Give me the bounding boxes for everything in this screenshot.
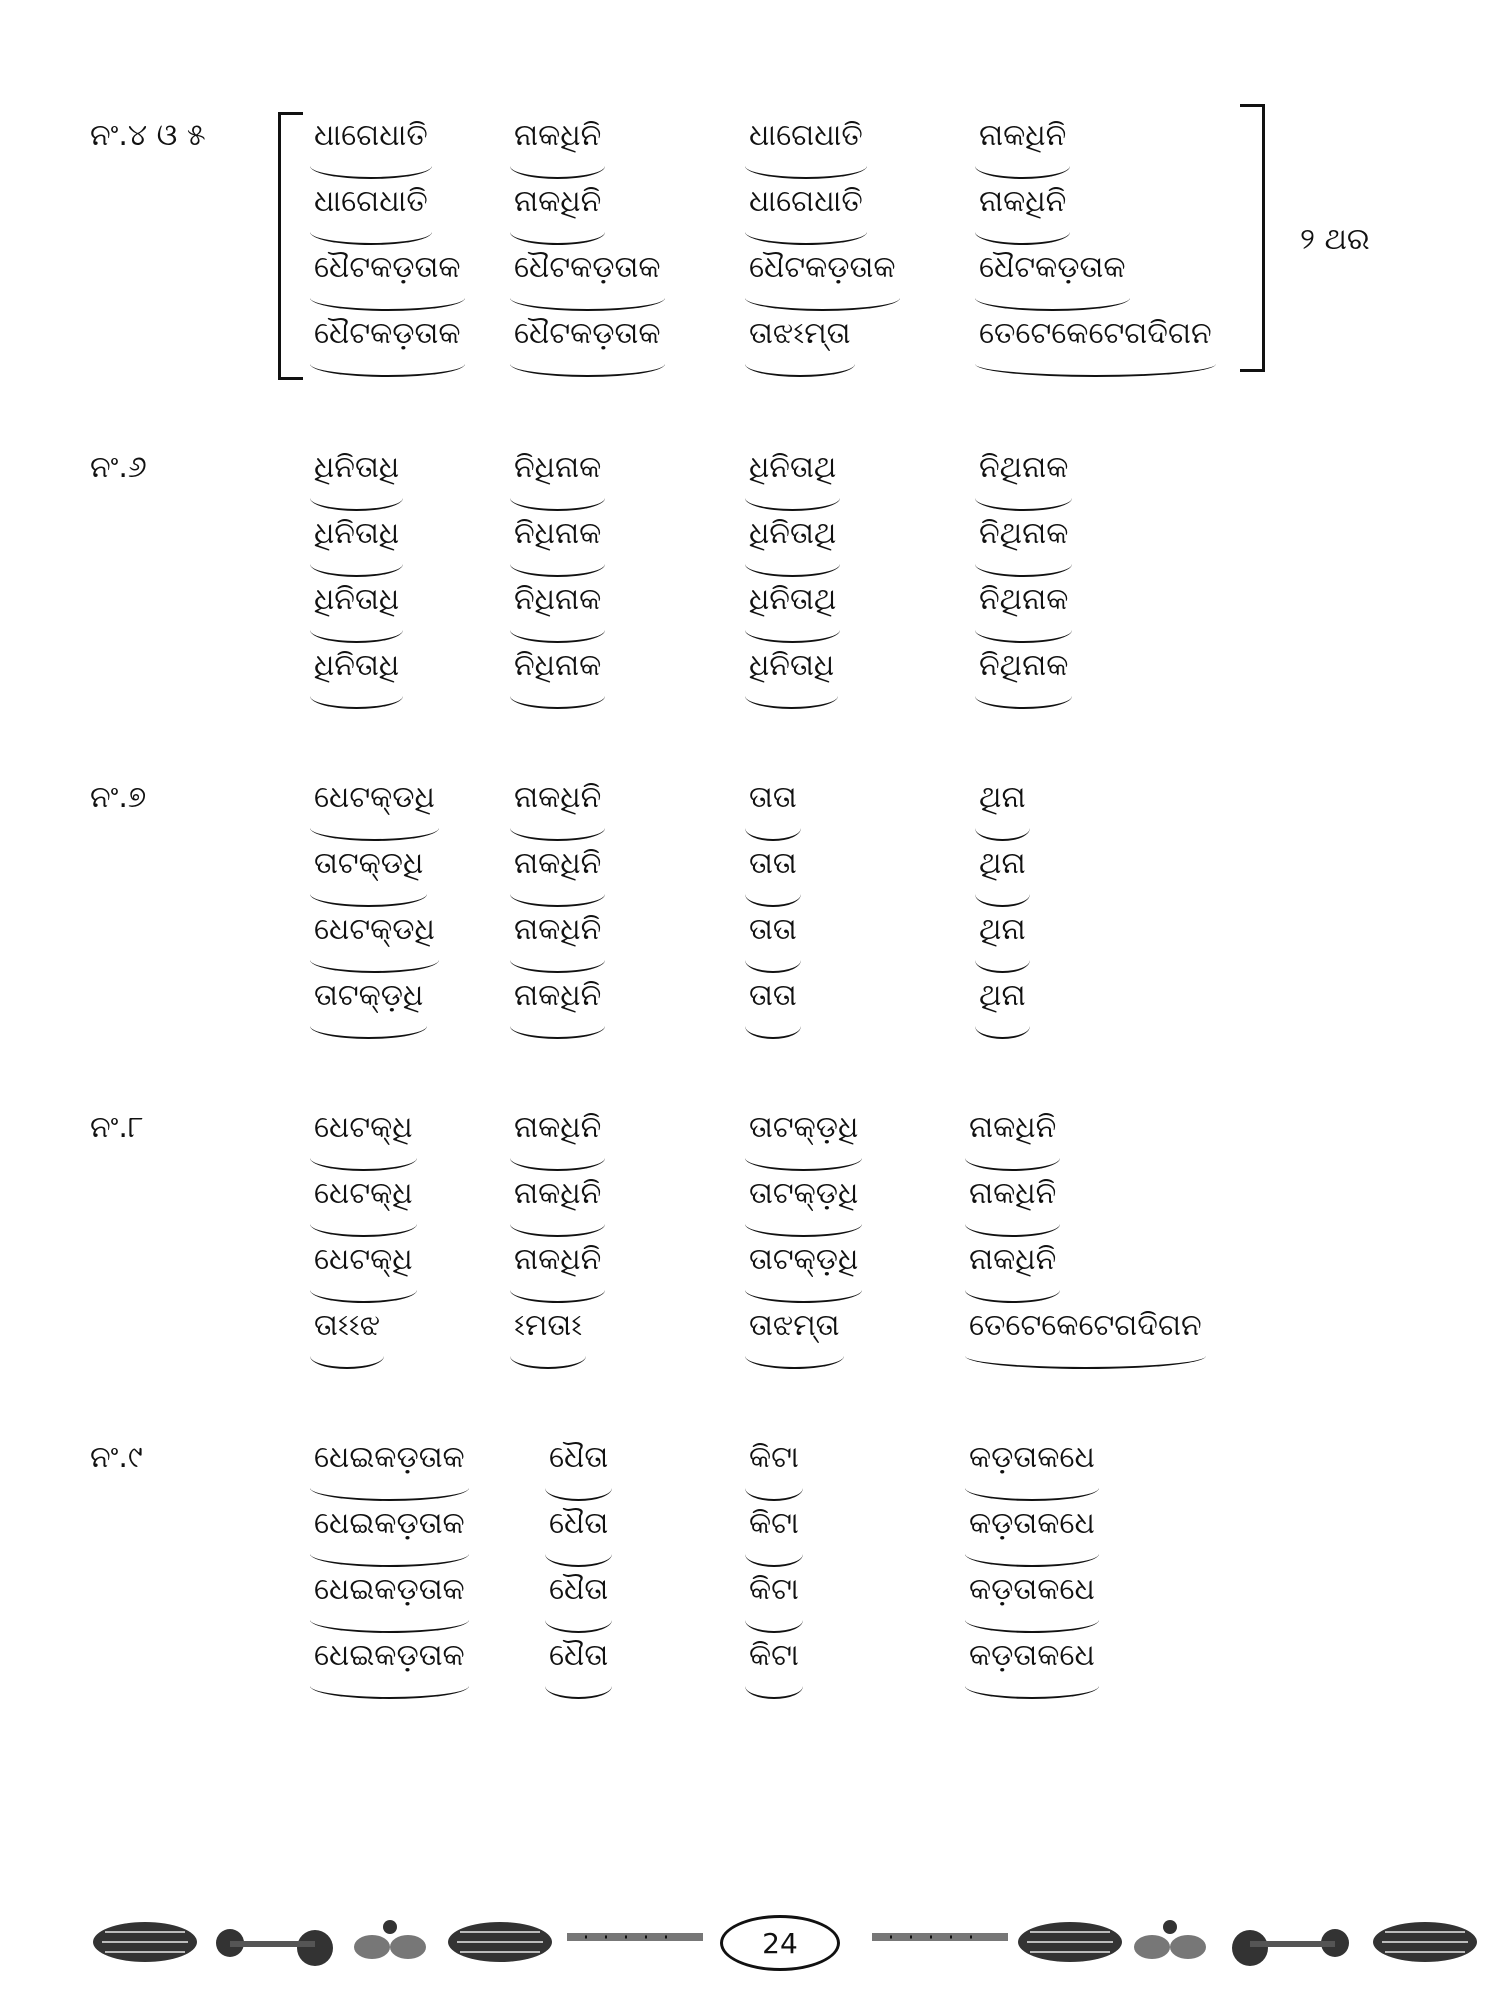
bol-text: ତେଟେକେଟେଗଦିଗନ (979, 316, 1212, 351)
bol-text: ଧିନିତାଥି (749, 516, 837, 551)
bol-syllable (310, 1638, 469, 1673)
bol-syllable (310, 516, 403, 551)
phrase-arc (510, 1277, 605, 1303)
bol-row (0, 1506, 1500, 1572)
bol-syllable (745, 1176, 862, 1211)
phrase-arc (745, 1673, 803, 1699)
phrase-arc (745, 683, 838, 709)
bol-row (0, 516, 1500, 582)
bol-text: ଥିନା (979, 780, 1026, 815)
bol-syllable (310, 1242, 417, 1277)
bol-syllable (745, 1638, 803, 1673)
phrase-arc (975, 551, 1072, 577)
bol-syllable (975, 780, 1030, 815)
bol-syllable (745, 1242, 862, 1277)
bol-row (0, 184, 1500, 250)
phrase-arc (310, 1541, 469, 1567)
bol-syllable (545, 1572, 612, 1607)
phrase-arc (510, 815, 605, 841)
bol-text: ଧୈତା (549, 1440, 609, 1475)
bol-syllable (310, 450, 403, 485)
bol-syllable (310, 118, 432, 153)
phrase-arc (510, 219, 605, 245)
bol-text: ତେଟେକେଟେଗଦିଗନ (969, 1308, 1202, 1343)
bol-text: ନାକଧିନି (969, 1110, 1057, 1145)
bol-syllable (510, 978, 605, 1013)
bol-syllable (745, 912, 801, 947)
bol-text: ତାଟକ୍ଡ଼ଧି (749, 1110, 859, 1145)
bol-text: ଧେଟକ୍ଡଧି (314, 912, 435, 947)
phrase-arc (510, 1145, 605, 1171)
bol-text: କିଟା (749, 1506, 799, 1541)
bol-text: କଡ଼ତାକଧେ (969, 1638, 1095, 1673)
bol-text: ତାତା (749, 846, 797, 881)
phrase-arc (975, 815, 1030, 841)
bol-syllable (745, 450, 840, 485)
phrase-arc (745, 617, 840, 643)
bol-text: ଧେଇକଡ଼ତାକ (314, 1638, 465, 1673)
bol-syllable (975, 450, 1072, 485)
phrase-arc (510, 683, 605, 709)
bol-text: ଧେଇକଡ଼ତାକ (314, 1440, 465, 1475)
bol-text: ଧେଟକ୍ଧି (314, 1242, 413, 1277)
bol-text: ନାକଧିନି (514, 846, 602, 881)
bol-text: ଧିନିତାଥି (749, 450, 837, 485)
bol-syllable (745, 516, 840, 551)
bol-syllable (310, 780, 439, 815)
phrase-arc (745, 351, 855, 377)
bol-syllable (545, 1506, 612, 1541)
drum-icon (1015, 1917, 1125, 1967)
bol-text: ଧୈଟକଡ଼ତାକ (314, 250, 461, 285)
phrase-arc (965, 1211, 1060, 1237)
phrase-arc (745, 219, 867, 245)
phrase-arc (510, 351, 665, 377)
bol-syllable (745, 184, 867, 219)
bol-text: ଧୈଟକଡ଼ତାକ (514, 316, 661, 351)
cymbals-icon (1130, 1915, 1210, 1965)
bol-syllable (745, 780, 801, 815)
bol-text: ଥିନା (979, 978, 1026, 1013)
bol-text: ଧିନିତାଧି (749, 648, 835, 683)
phrase-arc (745, 1013, 801, 1039)
phrase-arc (745, 1475, 803, 1501)
bol-text: କଡ଼ତାକଧେ (969, 1506, 1095, 1541)
bol-text: ଧିନିତାଥି (749, 582, 837, 617)
bol-text: ନାକଧିନି (514, 1110, 602, 1145)
bol-syllable (965, 1638, 1099, 1673)
veena-icon (210, 1913, 340, 1968)
phrase-arc (310, 617, 403, 643)
bol-syllable (975, 846, 1030, 881)
phrase-arc (310, 1673, 469, 1699)
bol-row (0, 1440, 1500, 1506)
bol-text: କଡ଼ତାକଧେ (969, 1572, 1095, 1607)
bol-text: ନାକଧିନି (514, 978, 602, 1013)
bol-text: ତାଝଽମ୍ତା (749, 316, 851, 351)
bol-text: ନିଥିନାକ (979, 450, 1069, 485)
bol-syllable (545, 1440, 612, 1475)
bol-text: କିଟା (749, 1572, 799, 1607)
phrase-arc (510, 1211, 605, 1237)
bol-syllable (310, 1110, 417, 1145)
bol-row (0, 1638, 1500, 1704)
bol-text: ଧୈଟକଡ଼ତାକ (314, 316, 461, 351)
phrase-arc (975, 617, 1072, 643)
bol-text: ନିଧିନାକ (514, 648, 602, 683)
bol-text: ଧିନିତାଧି (314, 648, 400, 683)
bol-syllable (745, 316, 855, 351)
page-number: 24 (720, 1915, 840, 1971)
phrase-arc (965, 1673, 1099, 1699)
phrase-arc (965, 1145, 1060, 1171)
bol-syllable (310, 1572, 469, 1607)
bol-syllable (510, 516, 605, 551)
bol-row (0, 1110, 1500, 1176)
phrase-arc (975, 285, 1130, 311)
phrase-arc (545, 1541, 612, 1567)
phrase-arc (310, 881, 427, 907)
bol-syllable (310, 582, 403, 617)
section-label: ନଂ.୪ ଓ ୫ (90, 118, 206, 153)
bol-syllable (965, 1242, 1060, 1277)
bol-text: ନାକଧିନି (514, 912, 602, 947)
bol-syllable (310, 250, 465, 285)
phrase-arc (510, 1013, 605, 1039)
bol-syllable (510, 1176, 605, 1211)
bol-text: ଧାଗେଧାତି (749, 184, 863, 219)
veena-icon (1225, 1913, 1355, 1968)
phrase-arc (965, 1343, 1206, 1369)
phrase-arc (510, 947, 605, 973)
phrase-arc (975, 947, 1030, 973)
bol-text: ତାଟକ୍ଡଧି (314, 846, 424, 881)
phrase-arc (310, 1343, 384, 1369)
phrase-arc (745, 1607, 803, 1633)
bol-text: ଧୈତା (549, 1638, 609, 1673)
phrase-arc (745, 1343, 844, 1369)
phrase-arc (965, 1475, 1099, 1501)
bol-row (0, 780, 1500, 846)
bol-syllable (310, 1308, 384, 1343)
bol-syllable (310, 912, 439, 947)
bol-syllable (510, 912, 605, 947)
bol-text: ନାକଧିନି (514, 184, 602, 219)
section-label: ନଂ.୮ (90, 1110, 144, 1145)
repeat-bracket-right (1240, 104, 1265, 372)
bol-text: ଧୈଟକଡ଼ତାକ (514, 250, 661, 285)
bol-syllable (975, 118, 1070, 153)
bol-syllable (510, 1308, 586, 1343)
bol-syllable (745, 846, 801, 881)
phrase-arc (745, 485, 840, 511)
bol-text: ଧୈତା (549, 1506, 609, 1541)
bol-text: କଡ଼ତାକଧେ (969, 1440, 1095, 1475)
bol-text: ଧାଗେଧାତି (749, 118, 863, 153)
phrase-arc (745, 1211, 862, 1237)
cymbals-icon (350, 1915, 430, 1965)
bol-text: ନାକଧିନି (969, 1242, 1057, 1277)
phrase-arc (975, 351, 1216, 377)
bol-text: ନିଥିନାକ (979, 516, 1069, 551)
bol-syllable (745, 250, 900, 285)
bol-text: ଥିନା (979, 846, 1026, 881)
phrase-arc (310, 683, 403, 709)
bol-syllable (510, 118, 605, 153)
bol-syllable (965, 1176, 1060, 1211)
bol-row (0, 648, 1500, 714)
bol-text: ନିଥିନାକ (979, 648, 1069, 683)
phrase-arc (510, 1343, 586, 1369)
bol-text: ନାକଧିନି (969, 1176, 1057, 1211)
phrase-arc (745, 1145, 862, 1171)
bol-text: ଧେଟକ୍ଡଧି (314, 780, 435, 815)
bol-text: ଧୈଟକଡ଼ତାକ (749, 250, 896, 285)
bol-text: ଧିନିତାଧି (314, 582, 400, 617)
bol-text: ଧିନିତାଧି (314, 516, 400, 551)
bol-text: ତାଟକ୍ଡ଼ଧି (749, 1242, 859, 1277)
bol-row (0, 978, 1500, 1044)
bol-syllable (745, 1440, 803, 1475)
bol-row (0, 250, 1500, 316)
repeat-count: ୨ ଥର (1300, 222, 1370, 257)
bol-syllable (510, 780, 605, 815)
bol-text: ତାଟକ୍ଡ଼ଧି (749, 1176, 859, 1211)
phrase-arc (310, 1013, 427, 1039)
phrase-arc (745, 1277, 862, 1303)
bol-text: ଧାଗେଧାତି (314, 118, 428, 153)
phrase-arc (310, 285, 465, 311)
bol-syllable (745, 1506, 803, 1541)
bol-text: ତାଝମ୍ତା (749, 1308, 840, 1343)
phrase-arc (745, 153, 867, 179)
phrase-arc (310, 1211, 417, 1237)
bol-syllable (975, 250, 1130, 285)
phrase-arc (310, 351, 465, 377)
phrase-arc (975, 881, 1030, 907)
bol-text: କିଟା (749, 1638, 799, 1673)
bol-text: ଥିନା (979, 912, 1026, 947)
phrase-arc (310, 815, 439, 841)
phrase-arc (310, 1145, 417, 1171)
bol-syllable (510, 648, 605, 683)
bol-text: ଧୈଟକଡ଼ତାକ (979, 250, 1126, 285)
bol-syllable (310, 648, 403, 683)
phrase-arc (745, 551, 840, 577)
bol-syllable (965, 1440, 1099, 1475)
phrase-arc (510, 485, 605, 511)
bol-row (0, 1572, 1500, 1638)
bol-text: ଧିନିତାଧି (314, 450, 400, 485)
bol-syllable (545, 1638, 612, 1673)
bol-text: ଽମତାଽ (514, 1308, 583, 1343)
bol-syllable (510, 1110, 605, 1145)
drum-icon (1370, 1917, 1480, 1967)
phrase-arc (310, 947, 439, 973)
bol-syllable (510, 250, 665, 285)
phrase-arc (310, 153, 432, 179)
bol-text: ନିଧିନାକ (514, 516, 602, 551)
phrase-arc (965, 1277, 1060, 1303)
phrase-arc (310, 551, 403, 577)
bol-row (0, 1176, 1500, 1242)
phrase-arc (975, 485, 1072, 511)
bol-syllable (510, 1242, 605, 1277)
bol-text: ଧେଟକ୍ଧି (314, 1176, 413, 1211)
phrase-arc (310, 485, 403, 511)
phrase-arc (745, 947, 801, 973)
bol-syllable (975, 648, 1072, 683)
phrase-arc (310, 1607, 469, 1633)
phrase-arc (310, 1475, 469, 1501)
bol-text: ଧାଗେଧାତି (314, 184, 428, 219)
phrase-arc (545, 1607, 612, 1633)
phrase-arc (310, 219, 432, 245)
bol-syllable (975, 316, 1216, 351)
bol-syllable (975, 184, 1070, 219)
bol-row (0, 316, 1500, 382)
section-label: ନଂ.୬ (90, 450, 147, 485)
phrase-arc (745, 815, 801, 841)
bol-text: ତାଟକ୍ଡ଼ଧି (314, 978, 424, 1013)
bol-text: ନିଧିନାକ (514, 582, 602, 617)
phrase-arc (965, 1541, 1099, 1567)
bol-syllable (975, 912, 1030, 947)
phrase-arc (975, 219, 1070, 245)
bol-text: ନିଧିନାକ (514, 450, 602, 485)
phrase-arc (975, 683, 1072, 709)
bol-text: ତାଽଽଝ (314, 1308, 381, 1343)
bol-row (0, 1242, 1500, 1308)
section-label: ନଂ.୯ (90, 1440, 143, 1475)
phrase-arc (510, 153, 605, 179)
phrase-arc (745, 1541, 803, 1567)
bol-text: ନାକଧିନି (514, 1242, 602, 1277)
section-label: ନଂ.୭ (90, 780, 147, 815)
phrase-arc (510, 285, 665, 311)
bol-text: ଧେଇକଡ଼ତାକ (314, 1506, 465, 1541)
bol-syllable (510, 582, 605, 617)
bol-text: ନାକଧିନି (979, 184, 1067, 219)
drum-icon (90, 1917, 200, 1967)
phrase-arc (510, 881, 605, 907)
bol-syllable (975, 978, 1030, 1013)
bol-row (0, 1308, 1500, 1374)
bol-syllable (310, 1176, 417, 1211)
bol-row (0, 450, 1500, 516)
bol-text: ଧେଇକଡ଼ତାକ (314, 1572, 465, 1607)
bol-syllable (310, 846, 427, 881)
bol-syllable (965, 1110, 1060, 1145)
bol-syllable (975, 516, 1072, 551)
repeat-bracket-left (278, 112, 303, 380)
bol-syllable (965, 1506, 1099, 1541)
footer (0, 1905, 1500, 1975)
bol-syllable (745, 118, 867, 153)
phrase-arc (310, 1277, 417, 1303)
bol-syllable (745, 1308, 844, 1343)
bol-syllable (745, 582, 840, 617)
bol-text: ନିଥିନାକ (979, 582, 1069, 617)
bol-text: ନାକଧିନି (514, 1176, 602, 1211)
bol-syllable (965, 1308, 1206, 1343)
bol-syllable (510, 316, 665, 351)
bol-syllable (310, 978, 427, 1013)
bol-syllable (745, 1110, 862, 1145)
bol-text: ତାତା (749, 912, 797, 947)
bol-row (0, 846, 1500, 912)
bol-syllable (510, 184, 605, 219)
phrase-arc (545, 1475, 612, 1501)
flute-icon (870, 1927, 1010, 1947)
drum-icon (445, 1917, 555, 1967)
phrase-arc (975, 1013, 1030, 1039)
bol-text: ଧେଟକ୍ଧି (314, 1110, 413, 1145)
bol-syllable (310, 316, 465, 351)
bol-syllable (975, 582, 1072, 617)
bol-syllable (310, 184, 432, 219)
bol-syllable (745, 1572, 803, 1607)
phrase-arc (510, 551, 605, 577)
bol-row (0, 912, 1500, 978)
bol-text: ନାକଧିନି (979, 118, 1067, 153)
phrase-arc (975, 153, 1070, 179)
bol-text: କିଟା (749, 1440, 799, 1475)
bol-text: ତାତା (749, 780, 797, 815)
phrase-arc (745, 881, 801, 907)
bol-syllable (745, 978, 801, 1013)
bol-text: ନାକଧିନି (514, 780, 602, 815)
bol-text: ଧୈତା (549, 1572, 609, 1607)
bol-row (0, 582, 1500, 648)
bol-syllable (965, 1572, 1099, 1607)
phrase-arc (545, 1673, 612, 1699)
bol-syllable (510, 450, 605, 485)
bol-syllable (510, 846, 605, 881)
bol-syllable (310, 1440, 469, 1475)
phrase-arc (510, 617, 605, 643)
flute-icon (565, 1927, 705, 1947)
phrase-arc (965, 1607, 1099, 1633)
bol-text: ତାତା (749, 978, 797, 1013)
bol-row (0, 118, 1500, 184)
bol-syllable (745, 648, 838, 683)
phrase-arc (745, 285, 900, 311)
bol-syllable (310, 1506, 469, 1541)
bol-text: ନାକଧିନି (514, 118, 602, 153)
